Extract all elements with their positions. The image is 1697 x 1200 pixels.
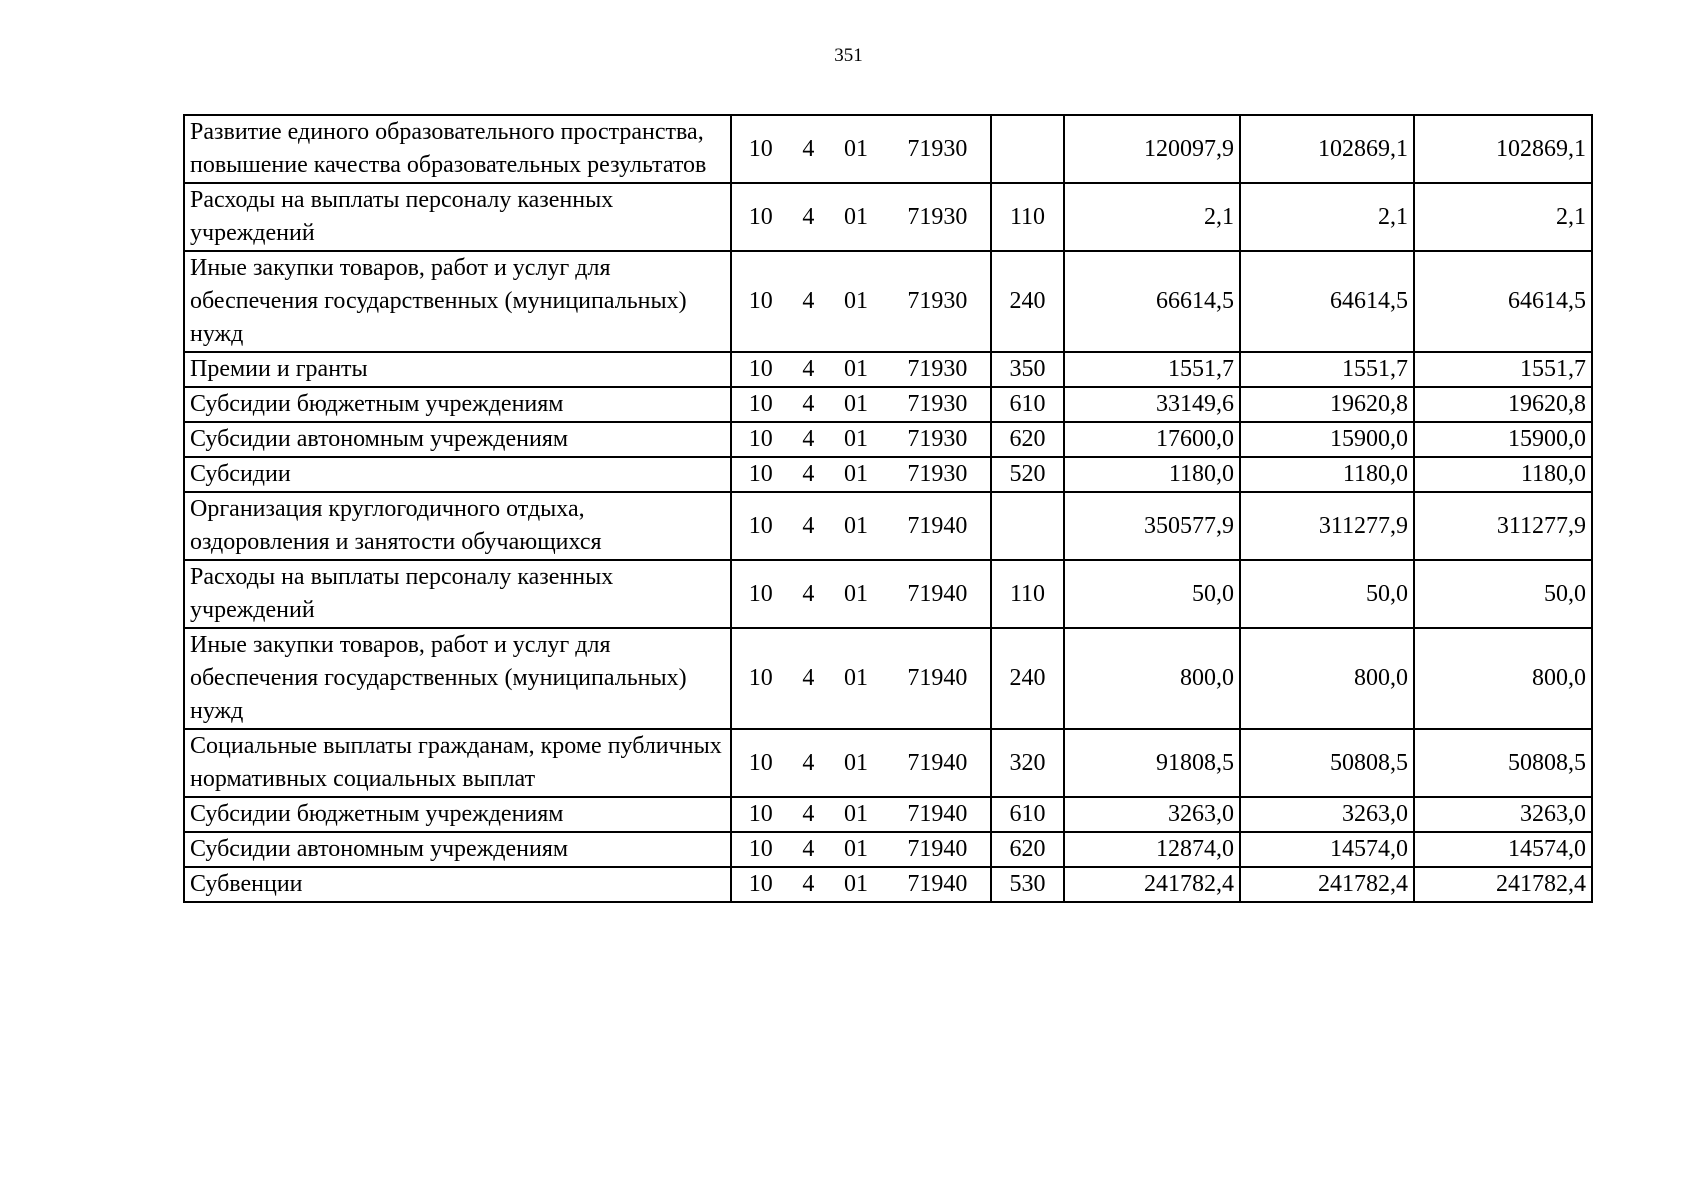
amount-3: 3263,0 [1520, 801, 1586, 827]
amount-3: 15900,0 [1508, 426, 1586, 452]
expense-name-cell [184, 183, 731, 251]
amount-2: 19620,8 [1330, 391, 1408, 417]
expense-type-cell [991, 628, 1064, 729]
amount-2: 3263,0 [1342, 801, 1408, 827]
expense-name: Премии и гранты [190, 356, 368, 382]
expense-name-cell [184, 797, 731, 832]
expense-name-cell [184, 387, 731, 422]
budget-table-body [184, 115, 1592, 902]
code-section: 10 [748, 135, 773, 162]
amount-1-cell [1064, 251, 1240, 352]
code-program: 4 [802, 426, 815, 452]
expense-type-code: 320 [1009, 749, 1046, 776]
expense-type-code: 530 [1009, 871, 1046, 897]
expense-name-cell [184, 832, 731, 867]
expense-type-code: 110 [1009, 203, 1046, 230]
amount-3: 14574,0 [1508, 836, 1586, 862]
amount-3: 800,0 [1532, 665, 1586, 691]
code-program: 4 [802, 288, 815, 314]
amount-2-cell [1240, 628, 1414, 729]
code-subprogram: 01 [844, 665, 869, 691]
code-subprogram: 01 [844, 391, 869, 417]
expense-type-cell [991, 352, 1064, 387]
amount-3-cell [1414, 457, 1592, 492]
code-direction: 71940 [907, 801, 968, 827]
amount-2: 64614,5 [1330, 288, 1408, 314]
amount-3: 64614,5 [1508, 288, 1586, 314]
code-program: 4 [802, 391, 815, 417]
expense-name-cell [184, 251, 731, 352]
amount-3-cell [1414, 628, 1592, 729]
expense-type-cell [991, 832, 1064, 867]
expense-type-cell [991, 422, 1064, 457]
code-direction: 71930 [907, 426, 968, 452]
amount-2-cell [1240, 797, 1414, 832]
code-program: 4 [802, 801, 815, 827]
amount-2: 311277,9 [1318, 512, 1408, 539]
expense-name: Субсидии бюджетным учреждениям [190, 801, 564, 827]
amount-3-cell [1414, 832, 1592, 867]
expense-name: Субсидии автономным учреждениям [190, 836, 569, 862]
amount-2: 1180,0 [1342, 461, 1408, 487]
amount-3-cell [1414, 560, 1592, 628]
expense-name-cell [184, 457, 731, 492]
expense-name-cell [184, 115, 731, 183]
expense-type-code: 610 [1009, 391, 1046, 417]
expense-name: Субсидии бюджетным учреждениям [190, 391, 564, 417]
code-subprogram: 01 [844, 749, 869, 776]
amount-3: 50808,5 [1508, 749, 1586, 776]
table-row [184, 183, 1592, 251]
amount-1-cell [1064, 387, 1240, 422]
expense-type-code: 110 [1009, 580, 1046, 607]
amount-1-cell [1064, 183, 1240, 251]
expense-name: Развитие единого образовательного пространства, повышение качества образовательных результатов [190, 119, 707, 178]
expense-type-cell [991, 115, 1064, 183]
table-row [184, 115, 1592, 183]
code-program: 4 [802, 203, 815, 230]
expense-type-cell [991, 729, 1064, 797]
amount-3: 1551,7 [1520, 356, 1586, 382]
table-row [184, 867, 1592, 902]
amount-2-cell [1240, 457, 1414, 492]
code-subprogram: 01 [844, 461, 869, 487]
classification-code-cell [731, 797, 991, 832]
code-section: 10 [748, 426, 773, 452]
code-section: 10 [748, 801, 773, 827]
page-number: 351 [834, 45, 863, 66]
code-direction: 71930 [907, 391, 968, 417]
expense-name-cell [184, 560, 731, 628]
code-direction: 71940 [907, 749, 968, 776]
amount-3-cell [1414, 115, 1592, 183]
classification-code-cell [731, 352, 991, 387]
expense-name-cell [184, 729, 731, 797]
code-subprogram: 01 [844, 426, 869, 452]
table-row [184, 832, 1592, 867]
expense-type-cell [991, 492, 1064, 560]
amount-2-cell [1240, 422, 1414, 457]
code-section: 10 [748, 512, 773, 539]
code-direction: 71930 [907, 356, 968, 382]
code-subprogram: 01 [844, 512, 869, 539]
amount-2-cell [1240, 560, 1414, 628]
amount-3: 311277,9 [1496, 512, 1586, 539]
code-direction: 71940 [907, 871, 968, 897]
amount-1: 800,0 [1180, 665, 1234, 691]
amount-1: 120097,9 [1144, 135, 1234, 162]
expense-name: Иные закупки товаров, работ и услуг для обеспечения государственных (муниципальных) нужд [190, 632, 687, 724]
expense-type-code: 520 [1009, 461, 1046, 487]
amount-1-cell [1064, 729, 1240, 797]
classification-code-cell [731, 422, 991, 457]
amount-2-cell [1240, 492, 1414, 560]
amount-1: 33149,6 [1156, 391, 1234, 417]
code-program: 4 [802, 135, 815, 162]
table-row [184, 628, 1592, 729]
code-direction: 71940 [907, 836, 968, 862]
code-section: 10 [748, 288, 773, 314]
amount-3-cell [1414, 797, 1592, 832]
expense-type-code: 620 [1009, 836, 1046, 862]
code-section: 10 [748, 836, 773, 862]
classification-code-cell [731, 729, 991, 797]
expense-type-code: 620 [1009, 426, 1046, 452]
amount-1: 1180,0 [1168, 461, 1234, 487]
amount-2: 14574,0 [1330, 836, 1408, 862]
expense-name-cell [184, 867, 731, 902]
amount-2: 15900,0 [1330, 426, 1408, 452]
expense-name-cell [184, 492, 731, 560]
expense-type-cell [991, 560, 1064, 628]
code-program: 4 [802, 580, 815, 607]
code-section: 10 [748, 203, 773, 230]
amount-1-cell [1064, 797, 1240, 832]
amount-3-cell [1414, 492, 1592, 560]
amount-2: 800,0 [1354, 665, 1408, 691]
code-direction: 71930 [907, 135, 968, 162]
code-subprogram: 01 [844, 836, 869, 862]
amount-1: 3263,0 [1168, 801, 1234, 827]
code-subprogram: 01 [844, 356, 869, 382]
expense-type-cell [991, 183, 1064, 251]
code-section: 10 [748, 871, 773, 897]
classification-code-cell [731, 832, 991, 867]
classification-code-cell [731, 387, 991, 422]
amount-2-cell [1240, 251, 1414, 352]
amount-1-cell [1064, 422, 1240, 457]
code-direction: 71940 [907, 580, 968, 607]
expense-type-cell [991, 457, 1064, 492]
code-direction: 71930 [907, 203, 968, 230]
amount-2-cell [1240, 115, 1414, 183]
table-row [184, 492, 1592, 560]
table-row [184, 729, 1592, 797]
expense-name-cell [184, 352, 731, 387]
amount-2-cell [1240, 729, 1414, 797]
amount-3-cell [1414, 422, 1592, 457]
amount-1: 2,1 [1204, 203, 1234, 230]
amount-1: 1551,7 [1168, 356, 1234, 382]
code-program: 4 [802, 461, 815, 487]
amount-1: 241782,4 [1144, 871, 1234, 897]
classification-code-cell [731, 251, 991, 352]
amount-3-cell [1414, 183, 1592, 251]
code-program: 4 [802, 356, 815, 382]
table-row [184, 422, 1592, 457]
code-section: 10 [748, 391, 773, 417]
amount-2: 2,1 [1378, 203, 1408, 230]
amount-1-cell [1064, 832, 1240, 867]
code-section: 10 [748, 461, 773, 487]
table-row [184, 560, 1592, 628]
amount-1: 91808,5 [1156, 749, 1234, 776]
classification-code-cell [731, 560, 991, 628]
budget-table [183, 114, 1593, 903]
code-subprogram: 01 [844, 801, 869, 827]
code-section: 10 [748, 665, 773, 691]
expense-type-code: 350 [1009, 356, 1046, 382]
amount-3: 102869,1 [1496, 135, 1586, 162]
amount-3: 241782,4 [1496, 871, 1586, 897]
amount-1-cell [1064, 560, 1240, 628]
amount-2: 50808,5 [1330, 749, 1408, 776]
expense-name: Субсидии автономным учреждениям [190, 426, 569, 452]
code-program: 4 [802, 836, 815, 862]
amount-1: 350577,9 [1144, 512, 1234, 539]
expense-name-cell [184, 422, 731, 457]
expense-type-cell [991, 797, 1064, 832]
amount-2: 1551,7 [1342, 356, 1408, 382]
amount-3-cell [1414, 867, 1592, 902]
expense-name: Иные закупки товаров, работ и услуг для обеспечения государственных (муниципальных) нужд [190, 255, 687, 347]
amount-3: 2,1 [1556, 203, 1586, 230]
classification-code-cell [731, 867, 991, 902]
amount-3: 50,0 [1544, 580, 1586, 607]
expense-type-cell [991, 867, 1064, 902]
table-row [184, 457, 1592, 492]
classification-code-cell [731, 115, 991, 183]
amount-2-cell [1240, 387, 1414, 422]
amount-1-cell [1064, 115, 1240, 183]
amount-1-cell [1064, 457, 1240, 492]
code-section: 10 [748, 356, 773, 382]
expense-name: Организация круглогодичного отдыха, оздоровления и занятости обучающихся [190, 496, 602, 555]
amount-2: 50,0 [1366, 580, 1408, 607]
expense-name-cell [184, 628, 731, 729]
amount-1: 50,0 [1192, 580, 1234, 607]
amount-1: 12874,0 [1156, 836, 1234, 862]
amount-2-cell [1240, 832, 1414, 867]
table-row [184, 352, 1592, 387]
amount-2-cell [1240, 867, 1414, 902]
code-section: 10 [748, 749, 773, 776]
expense-type-code: 240 [1009, 665, 1046, 691]
amount-3-cell [1414, 729, 1592, 797]
classification-code-cell [731, 457, 991, 492]
amount-3-cell [1414, 352, 1592, 387]
amount-1-cell [1064, 492, 1240, 560]
amount-1-cell [1064, 867, 1240, 902]
code-subprogram: 01 [844, 203, 869, 230]
expense-name: Субсидии [190, 461, 291, 487]
code-subprogram: 01 [844, 135, 869, 162]
code-direction: 71940 [907, 665, 968, 691]
expense-type-cell [991, 387, 1064, 422]
table-row [184, 251, 1592, 352]
expense-name: Расходы на выплаты персоналу казенных учреждений [190, 187, 614, 246]
amount-2: 241782,4 [1318, 871, 1408, 897]
amount-1-cell [1064, 352, 1240, 387]
code-program: 4 [802, 512, 815, 539]
amount-2-cell [1240, 352, 1414, 387]
amount-1: 17600,0 [1156, 426, 1234, 452]
expense-type-code: 240 [1009, 288, 1046, 314]
expense-type-code: 610 [1009, 801, 1046, 827]
table-row [184, 387, 1592, 422]
expense-name: Социальные выплаты гражданам, кроме публичных нормативных социальных выплат [190, 733, 722, 792]
amount-3: 19620,8 [1508, 391, 1586, 417]
expense-name: Субвенции [190, 871, 303, 897]
code-subprogram: 01 [844, 580, 869, 607]
code-program: 4 [802, 665, 815, 691]
code-direction: 71940 [907, 512, 968, 539]
code-program: 4 [802, 749, 815, 776]
code-section: 10 [748, 580, 773, 607]
classification-code-cell [731, 492, 991, 560]
amount-2: 102869,1 [1318, 135, 1408, 162]
code-program: 4 [802, 871, 815, 897]
code-subprogram: 01 [844, 871, 869, 897]
amount-3-cell [1414, 251, 1592, 352]
expense-type-cell [991, 251, 1064, 352]
amount-1-cell [1064, 628, 1240, 729]
code-subprogram: 01 [844, 288, 869, 314]
classification-code-cell [731, 628, 991, 729]
code-direction: 71930 [907, 461, 968, 487]
amount-3-cell [1414, 387, 1592, 422]
amount-1: 66614,5 [1156, 288, 1234, 314]
amount-2-cell [1240, 183, 1414, 251]
classification-code-cell [731, 183, 991, 251]
amount-3: 1180,0 [1520, 461, 1586, 487]
code-direction: 71930 [907, 288, 968, 314]
table-row [184, 797, 1592, 832]
expense-name: Расходы на выплаты персоналу казенных учреждений [190, 564, 614, 623]
